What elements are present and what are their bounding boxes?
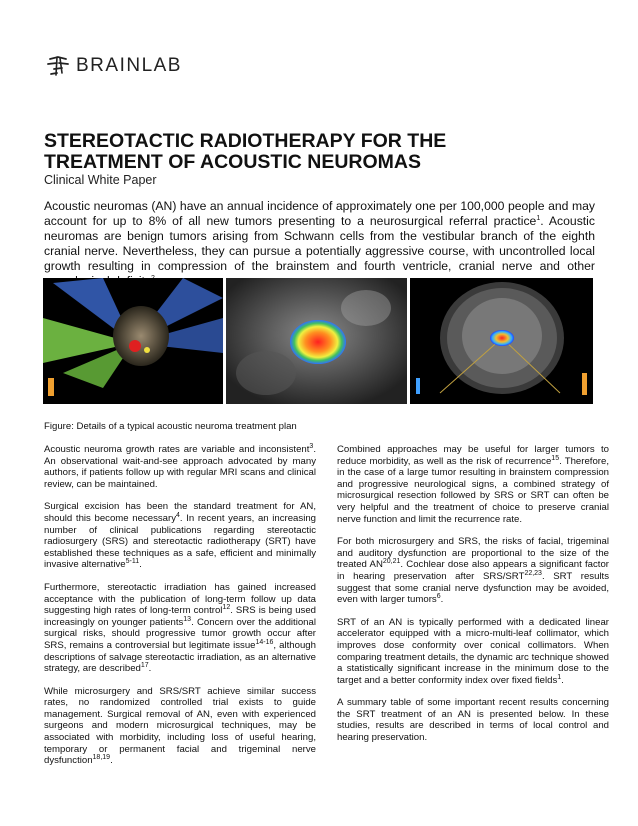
citation: 20,21	[382, 558, 401, 566]
paragraph: A summary table of some important recent results concerning the SRT treatment of an AN is presented below. In these studies, results are described in terms of local control and hearing preservation.	[337, 697, 609, 744]
figure-caption: Figure: Details of a typical acoustic neuroma treatment plan	[44, 421, 297, 432]
paragraph: SRT of an AN is typically performed with a dedicated linear accelerator equipped with a micro-multi-leaf collimator, which improves dose conformity over conical collimators. When comparing treatment details, the dynamic arc technique showed a statistically significant increase in the minimum dose to the target and a better conformity index over fixed fields$^1$.	[337, 616, 609, 686]
page-title	[44, 131, 604, 173]
paragraph: Acoustic neuroma growth rates are variable and inconsistent$^3$. An observational wait-and-see approach advocated by many authors, if patients follow up with regular MRI scans and clinical review, can be maintained.	[44, 442, 316, 490]
paragraph: Surgical excision has been the standard treatment for AN, should this become necessary$^4$. In recent years, an increasing number of clinical publications regarding stereotactic radiosurgery (SRS) and stereotactic radiotherapy (SRT) have established these techniques as a safe, efficient and minimally invasive alternative$^{5-11}$.	[44, 501, 316, 571]
brand-name: BRAINLAB	[76, 55, 182, 76]
citation: 12	[222, 603, 231, 611]
paragraph: Furthermore, stereotactic irradiation has gained increased acceptance with the publication of long-term follow up data suggesting high rates of long-term control$^{12}$. SRS is being used increasingly on younger patients$^{13}$. Concern over the additional surgical risks, should progressive tumor growth occur after SRS, remains a controversial but legitimate issue$^{14-16}$, although descriptions of salvage stereotactic irradiation, as an alternative strategy, are described$^{17}$.	[44, 581, 316, 675]
paragraph: While microsurgery and SRS/SRT achieve similar success rates, no randomized controlled trial exists to guide management. Surgical removal of AN, even with experienced surgeons and modern microsurgical techniques, may be associated with morbidity, including loss of useful hearing, temporary or permanent facial and trigeminal nerve dysfunction$^{18,19}$.	[44, 685, 316, 767]
citation: 13	[183, 615, 192, 623]
mri-dose-overlay-image	[226, 278, 407, 404]
brainlab-logo-icon	[45, 55, 71, 77]
citation: 5-11	[125, 558, 140, 566]
paragraph: Combined approaches may be useful for larger tumors to reduce morbidity, as well as the risk of recurrence$^{15}$. Therefore, in the case of a large tumor resulting in brainstem compression and progressive neurological signs, a combined strategy of microsurgical resection followed by SRS or SRT can often be very helpful and the treatment of choice to preserve cranial nerve function and limit the recurrence rate.	[337, 444, 609, 525]
citation: 17	[140, 661, 149, 669]
3d-beam-plan-image	[43, 278, 223, 404]
citation: 4	[176, 511, 180, 519]
intro-paragraph: Acoustic neuromas (AN) have an annual incidence of approximately one per 100,000 people and may account for up to 8% of all new tumors presenting to a neurosurgical referral practice$^1$. Acoustic neuromas are benign tumors arising from Schwann cells from the vestibular branch of the eighth cranial nerve. Nevertheless, they can pursue a potentially aggressive course, with uncontrolled local growth resulting in compression of the brainstem and fourth ventricle, cranial nerve and other	[44, 199, 595, 289]
citation: 22,23	[524, 569, 542, 577]
brand-logo	[45, 55, 182, 77]
left-column	[44, 444, 316, 778]
citation: 6	[436, 592, 441, 600]
citation: 15	[551, 454, 560, 462]
right-column	[337, 444, 609, 755]
treatment-plan-figure	[43, 278, 593, 404]
page-subtitle: Clinical White Paper	[44, 173, 157, 187]
citation: 1	[557, 673, 562, 681]
citation: 14-16	[255, 638, 274, 646]
title-line-2: TREATMENT OF ACOUSTIC NEUROMAS	[44, 151, 421, 173]
ct-dose-overlay-image	[410, 278, 593, 404]
citation: 18,19	[92, 754, 111, 762]
paragraph: For both microsurgery and SRS, the risks of facial, trigeminal and auditory dysfunction are proportional to the size of the treated AN$^{20,21}$. Cochlear dose also appears a significant factor in hearing preservation after SRS/SRT$^{22,23}$. SRT results suggest that some cranial nerve dysfunction may be avoided, even with larger tumors$^6$.	[337, 536, 610, 606]
citation: 3	[309, 442, 314, 450]
citation: 1	[536, 214, 541, 222]
title-line-1: STEREOTACTIC RADIOTHERAPY FOR THE	[44, 130, 447, 152]
